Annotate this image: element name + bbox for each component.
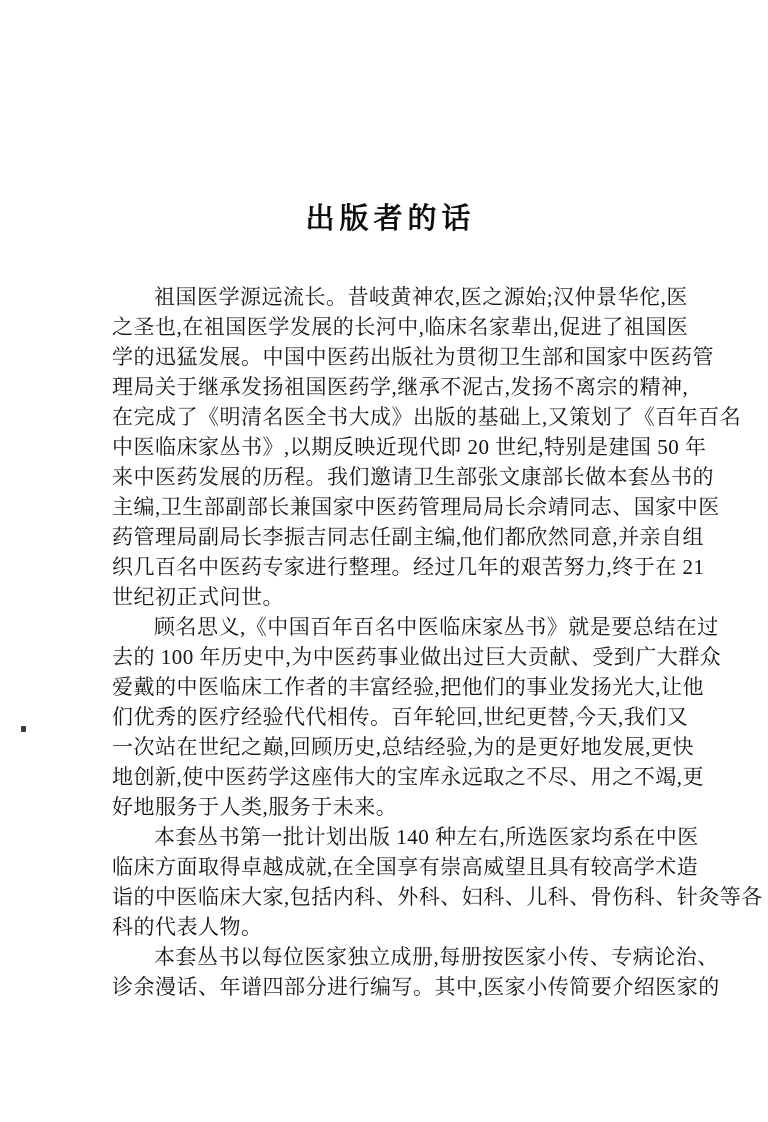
text-line: 一次站在世纪之巅,回顾历史,总结经验,为的是更好地发展,更快 [112,735,694,759]
text-line: 好地服务于人类,服务于未来。 [112,795,398,819]
text-line: 主编,卫生部副部长兼国家中医药管理局局长佘靖同志、国家中医 [112,495,720,519]
scan-speck [21,726,26,732]
text-line: 们优秀的医疗经验代代相传。百年轮回,世纪更替,今天,我们又 [112,705,689,729]
text-line: 织几百名中医药专家进行整理。经过几年的艰苦努力,终于在 21 [112,555,705,579]
text-line: 爱戴的中医临床工作者的丰富经验,把他们的事业发扬光大,让他 [112,675,704,699]
text-line: 学的迅猛发展。中国中医药出版社为贯彻卫生部和国家中医药管 [112,345,714,369]
paragraph [112,282,742,612]
text-line: 理局关于继承发扬祖国医药学,继承不泥古,发扬不离宗的精神, [112,375,689,399]
text-line: 科的代表人物。 [112,915,263,939]
text-line: 诣的中医临床大家,包括内科、外科、妇科、儿科、骨伤科、针灸等各 [112,885,763,909]
text-line: 之圣也,在祖国医学发展的长河中,临床名家辈出,促进了祖国医 [112,315,689,339]
text-line: 来中医药发展的历程。我们邀请卫生部张文康部长做本套丛书的 [112,465,714,489]
text-line: 药管理局副局长李振吉同志任副主编,他们都欣然同意,并亲自组 [112,525,704,549]
text-line: 祖国医学源远流长。昔岐黄神农,医之源始;汉仲景华佗,医 [154,285,688,309]
text-line: 在完成了《明清名医全书大成》出版的基础上,又策划了《百年百名 [112,405,742,429]
paragraph [112,942,720,1002]
paragraph [112,612,722,822]
text-line: 地创新,使中医药学这座伟大的宝库永远取之不尽、用之不竭,更 [112,765,704,789]
text-line: 顾名思义,《中国百年百名中医临床家丛书》就是要总结在过 [154,615,719,639]
text-line: 本套丛书以每位医家独立成册,每册按医家小传、专病论治、 [154,945,719,969]
text-line: 中医临床家丛书》,以期反映近现代即 20 世纪,特别是建国 50 年 [112,435,707,459]
text-line: 去的 100 年历史中,为中医药事业做出过巨大贡献、受到广大群众 [112,645,722,669]
page-content [112,202,763,1002]
paragraph [112,822,763,942]
text-line: 临床方面取得卓越成就,在全国享有崇高威望且具有较高学术造 [112,855,699,879]
text-line: 世纪初正式问世。 [112,585,284,609]
text-line: 本套丛书第一批计划出版 140 种左右,所选医家均系在中医 [154,825,699,849]
text-line: 诊余漫话、年谱四部分进行编写。其中,医家小传简要介绍医家的 [112,975,720,999]
page-title: 出版者的话 [305,203,476,235]
